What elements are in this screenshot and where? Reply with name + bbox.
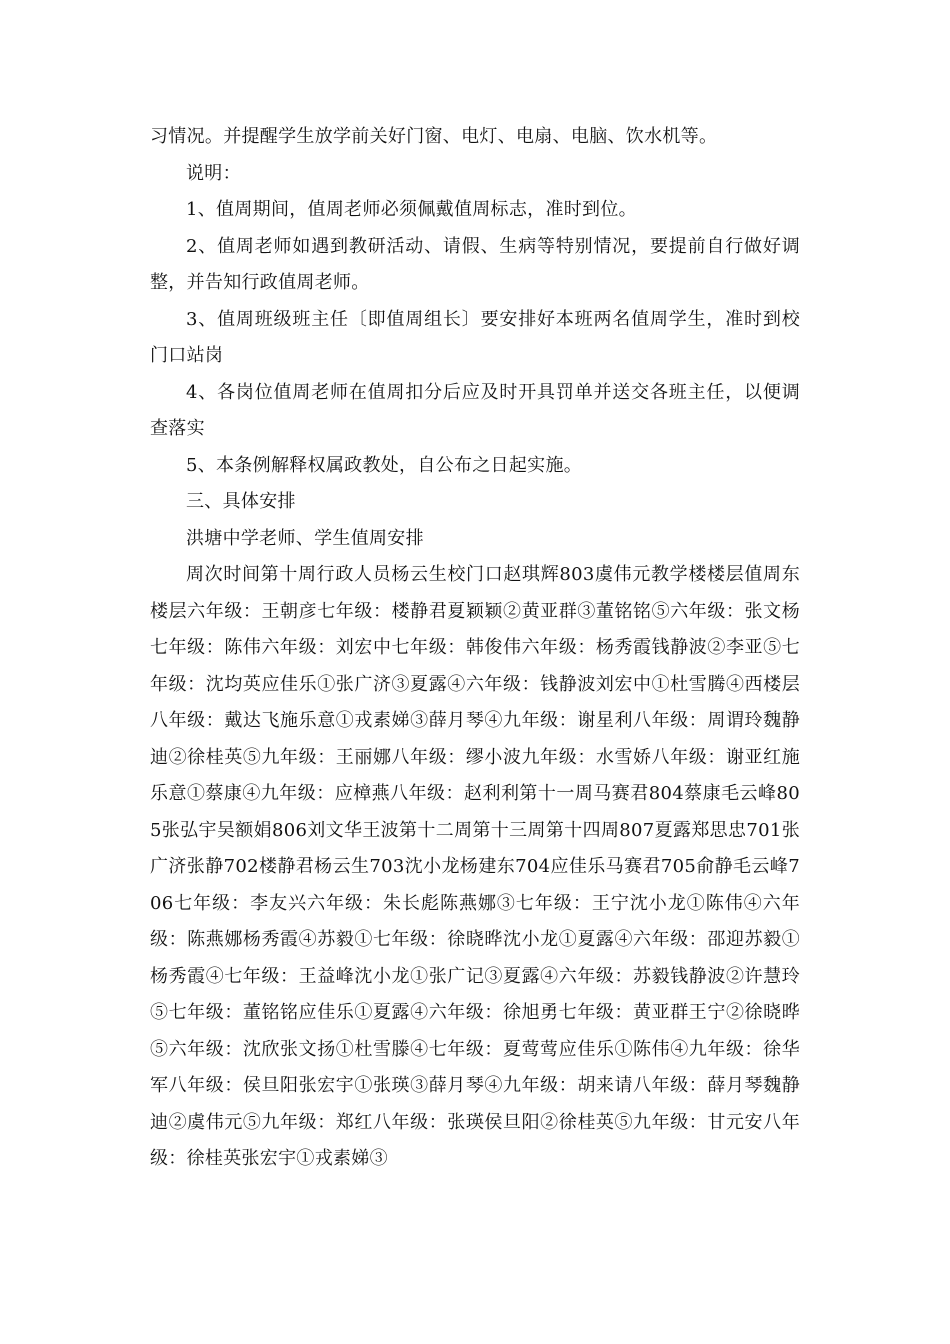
paragraph-note-4: 4、各岗位值周老师在值周扣分后应及时开具罚单并送交各班主任，以便调查落实	[150, 381, 800, 439]
schedule-title: 洪塘中学老师、学生值周安排	[186, 527, 424, 549]
section-heading-arrangement: 三、具体安排	[186, 491, 296, 512]
schedule-body: 周次时间第十周行政人员杨云生校门口赵琪辉803虞伟元教学楼楼层值周东楼层六年级：王朝彦七年级：楼静君夏颖颖②黄亚群③董铭铭⑤六年级：张文杨七年级：陈伟六年级：刘宏中七年级：韩俊伟六年级：杨秀霞钱静波②李亚⑤七年级：沈均英应佳乐①张广济③夏露④六年级：钱静波刘宏中①杜雪腾④西楼层八年级：戴达飞施乐意①戎素娣③薛月琴④九年级：谢星利八年级：周谓玲魏静迪②徐桂英⑤九年级：王丽娜八年级：缪小波九年级：水雪娇八年级：谢亚红施乐意①蔡康④九年级：应樟燕八年级：赵利利第十一周马赛君804蔡康毛云峰805张弘宇吴额娟806刘文华王波第十二周第十三周第十四周807夏露郑思忠701张广济张静702楼静君杨云生703沈小龙杨建东704应佳乐马赛君705俞静毛云峰706七年级：李友兴六年级：朱长彪陈燕娜③七年级：王宁沈小龙①陈伟④六年级：陈燕娜杨秀霞④苏毅①七年级：徐晓晔沈小龙①夏露④六年级：邵迎苏毅①杨秀霞④七年级：王益峰沈小龙①张广记③夏露④六年级：苏毅钱静波②许慧玲⑤七年级：董铭铭应佳乐①夏露④六年级：徐旭勇七年级：黄亚群王宁②徐晓晔⑤六年级：沈欣张文扬①杜雪滕④七年级：夏莺莺应佳乐①陈伟④九年级：徐华军八年级：侯旦阳张宏宇①张瑛③薛月琴④九年级：胡来请八年级：薛月琴魏静迪②虞伟元⑤九年级：郑红八年级：张瑛侯旦阳②徐桂英⑤九年级：甘元安八年级：徐桂英张宏宇①戎素娣③	[150, 564, 800, 1169]
document-body	[150, 119, 800, 1178]
paragraph-note-5: 5、本条例解释权属政教处，自公布之日起实施。	[186, 454, 583, 476]
paragraph-intro-continuation: 习情况。并提醒学生放学前关好门窗、电灯、电扇、电脑、饮水机等。	[150, 126, 718, 147]
paragraph-note-2: 2、值周老师如遇到教研活动、请假、生病等特别情况，要提前自行做好调整，并告知行政值周老师。	[150, 235, 800, 293]
paragraph-note-3: 3、值周班级班主任〔即值周组长〕要安排好本班两名值周学生，准时到校门口站岗	[150, 308, 800, 366]
paragraph-notes-heading: 说明：	[186, 162, 241, 184]
paragraph-note-1: 1、值周期间，值周老师必须佩戴值周标志，准时到位。	[186, 199, 637, 220]
